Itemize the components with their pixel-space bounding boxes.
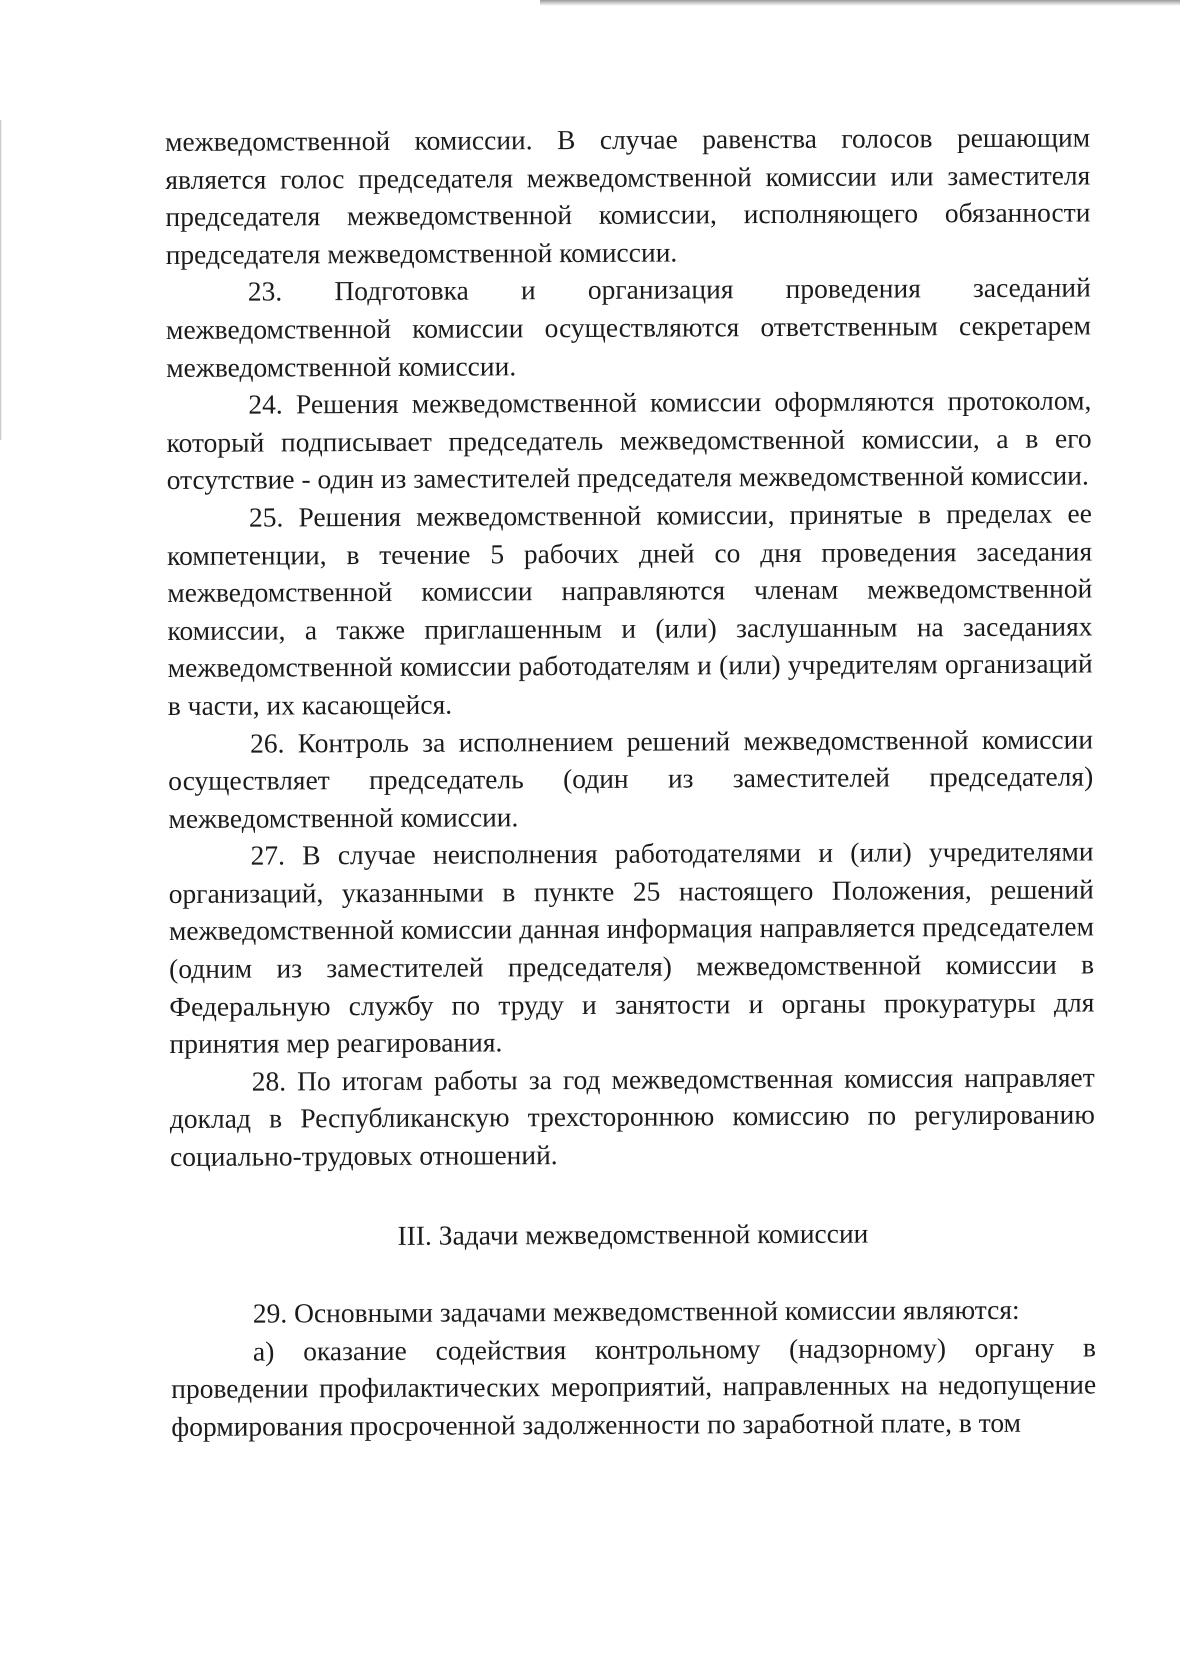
scan-shadow-top xyxy=(540,0,1180,6)
paragraph-23: 23. Подготовка и организация проведения заседаний межведомственной комиссии осуществляются ответственным секретарем межведомственной комиссии. xyxy=(165,271,1092,383)
document-page xyxy=(165,118,1096,1445)
paragraph-26: 26. Контроль за исполнением решений межведомственной комиссии осуществляет председатель (один из заместителей председателя) межведомственной комиссии. xyxy=(168,722,1094,834)
scan-shadow-left xyxy=(0,120,2,440)
paragraph-25: 25. Решения межведомственной комиссии, принятые в пределах ее компетенции, в течение 5 рабочих дней со дня проведения заседания межведомственной комиссии направляются членам межведомственной комиссии, а также приглашенным и (или) заслушанным на заседаниях межведомственной комиссии работодателям и (или) учредителям организаций в части, их касающейся. xyxy=(167,497,1093,721)
paragraph-22-continued: межведомственной комиссии. В случае равенства голосов решающим является голос председателя межведомственной комиссии или заместителя председателя межведомственной комиссии, исполняющего обязанности председателя межведомственной комиссии. xyxy=(165,121,1091,270)
section-heading: III. Задачи межведомственной комиссии xyxy=(397,1217,869,1251)
paragraph-24: 24. Решения межведомственной комиссии оформляются протоколом, который подписывает председатель межведомственной комиссии, а в его отсутствие - один из заместителей председателя межведомственной комиссии. xyxy=(166,384,1092,496)
paragraph-28: 28. По итогам работы за год межведомственная комиссия направляет доклад в Республиканскую трехстороннюю комиссию по регулированию социально-трудовых отношений. xyxy=(169,1061,1095,1173)
paragraph-27: 27. В случае неисполнения работодателями и (или) учредителями организаций, указанными в пункте 25 настоящего Положения, решений межведомственной комиссии данная информация направляется председателем (одним из заместителей председателя) межведомственной комиссии в Федеральную службу по труду и занятости и органы прокуратуры для принятия мер реагирования. xyxy=(168,835,1095,1060)
paragraph-29: 29. Основными задачами межведомственной комиссии являются: xyxy=(252,1294,1020,1329)
paragraph-29-item-a: а) оказание содействия контрольному (надзорному) органу в проведении профилактических мероприятий, направленных на недопущение формирования просроченной задолженности по заработной плате, в том xyxy=(171,1331,1097,1442)
